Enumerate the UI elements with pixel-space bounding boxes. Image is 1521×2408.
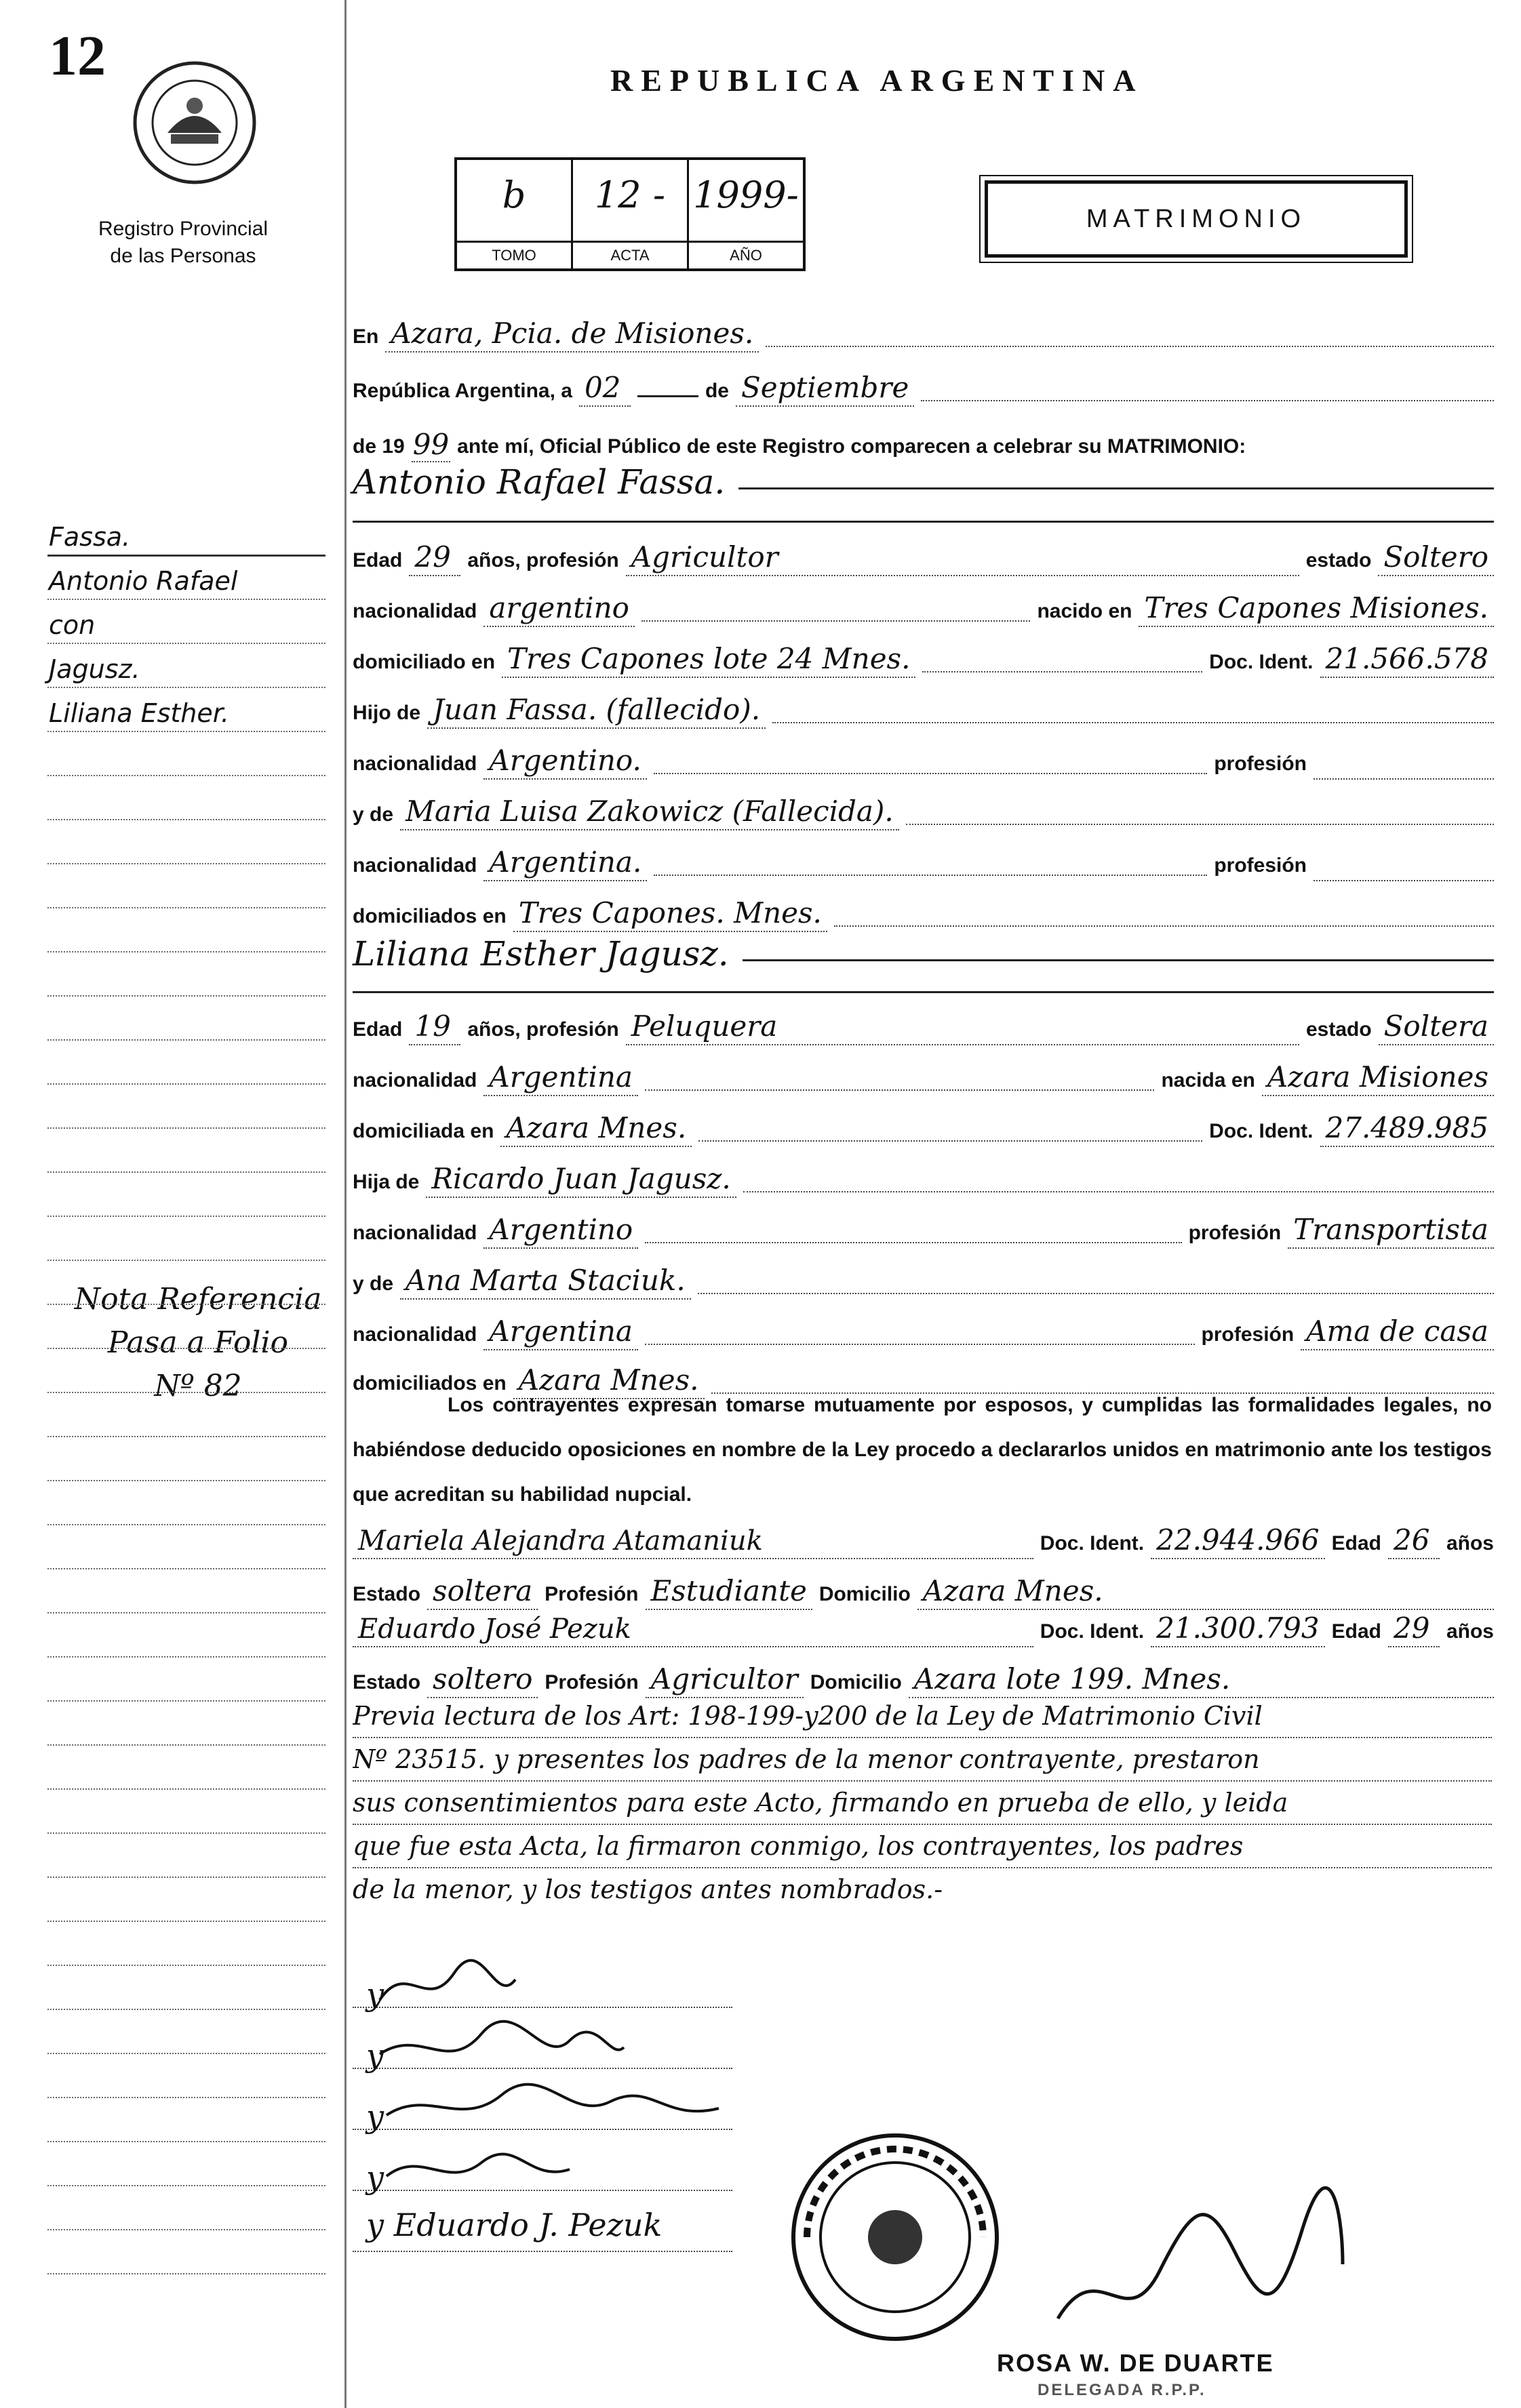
groom-doc: 21.566.578	[1320, 642, 1494, 678]
acta-cell	[573, 160, 689, 268]
doc-label: Doc. Ident.	[1209, 651, 1313, 673]
margin-ruled-line	[47, 1788, 325, 1790]
bride-domicile-row	[353, 1100, 1494, 1147]
officer-title: DELEGADA R.P.P.	[1038, 2381, 1206, 2399]
witness-1-age: 26	[1388, 1523, 1440, 1559]
margin-name-4: Jagusz.	[49, 654, 140, 684]
margin-ruled-line	[47, 1832, 325, 1834]
signature-1: y	[366, 1976, 384, 2013]
groom-father-nat-row	[353, 732, 1494, 780]
witness-1-status: soltera	[427, 1574, 538, 1610]
margin-note-line-2: Pasa a Folio	[107, 1325, 289, 1360]
bride-status: Soltera	[1379, 1009, 1494, 1045]
signature-scribbles-icon	[366, 1952, 746, 2251]
margin-ruled-line	[47, 643, 325, 644]
profesion-label: Profesión	[545, 1671, 639, 1693]
anio-cell	[689, 160, 803, 268]
margin-ruled-line	[47, 2009, 325, 2010]
margin-note	[62, 1278, 334, 1408]
bride-name-row	[353, 934, 1494, 974]
edad-label: Edad	[1331, 1532, 1381, 1554]
bride-mother: Ana Marta Staciuk.	[400, 1264, 691, 1300]
tomo-label: TOMO	[457, 241, 571, 268]
margin-ruled-line	[47, 1083, 325, 1085]
bride-age: 19	[409, 1009, 460, 1045]
bride-mother-profession: Ama de casa	[1301, 1315, 1494, 1350]
domiciliado-label: domiciliado en	[353, 651, 496, 673]
profesion-label: profesión	[1214, 854, 1307, 877]
bride-profession: Peluquera	[626, 1009, 1299, 1045]
acta-reference-box	[454, 157, 806, 271]
signature-4: y	[366, 2159, 384, 2196]
estado-label: Estado	[353, 1671, 421, 1693]
witness-2-profession: Agricultor	[646, 1662, 804, 1698]
margin-ruled-line	[47, 1656, 325, 1658]
bride-birthplace: Azara Misiones	[1262, 1060, 1494, 1096]
margin-ruled-line	[47, 555, 325, 557]
witness-1-doc: 22.944.966	[1151, 1523, 1324, 1559]
domiciliados-label: domiciliados en	[353, 905, 507, 927]
republica-label: República Argentina, a	[353, 380, 572, 402]
bride-age-row	[353, 998, 1494, 1045]
witness-2-age: 29	[1388, 1611, 1440, 1647]
domicilio-label: Domicilio	[818, 1583, 911, 1605]
nacida-label: nacida en	[1161, 1069, 1255, 1091]
signature-2: y	[366, 2037, 384, 2074]
profesion-label: profesión	[1201, 1323, 1295, 1346]
hijo-de-label: Hijo de	[353, 702, 421, 724]
profesion-label: profesión	[1214, 752, 1307, 775]
nacionalidad-label: nacionalidad	[353, 854, 477, 877]
margin-ruled-line	[47, 687, 325, 688]
hija-de-label: Hija de	[353, 1171, 420, 1193]
estado-label: estado	[1305, 549, 1372, 571]
profesion-label: Profesión	[545, 1583, 639, 1605]
groom-father-profession	[1313, 777, 1494, 780]
margin-ruled-line	[47, 731, 325, 732]
groom-parents-domicile-row	[353, 885, 1494, 932]
margin-note-line-1: Nota Referencia	[74, 1282, 322, 1317]
registry-line-2: de las Personas	[110, 245, 256, 267]
bride-father: Ricardo Juan Jagusz.	[426, 1162, 736, 1198]
domiciliados-label: domiciliados en	[353, 1372, 507, 1394]
place-value: Azara, Pcia. de Misiones.	[385, 317, 759, 353]
groom-status: Soltero	[1378, 540, 1494, 576]
bride-nationality: Argentina	[483, 1060, 638, 1096]
acta-value: 12 -	[594, 174, 666, 216]
margin-ruled-line	[47, 1877, 325, 1878]
estado-label: estado	[1305, 1018, 1372, 1041]
margin-ruled-line	[47, 1965, 325, 1966]
ante-mi-text: ante mí, Oficial Público de este Registro comparecen a celebrar su MATRIMONIO:	[457, 435, 1246, 458]
groom-mother-profession	[1313, 879, 1494, 881]
groom-mother-nationality: Argentina.	[483, 845, 647, 881]
witness-2-detail-row	[353, 1651, 1494, 1698]
signature-line-5	[353, 2251, 732, 2252]
witness-2-doc: 21.300.793	[1151, 1611, 1324, 1647]
signature-3: y	[366, 2098, 384, 2135]
margin-ruled-line	[47, 863, 325, 864]
groom-parents-domicile: Tres Capones. Mnes.	[513, 896, 827, 932]
bride-rule	[353, 991, 1494, 993]
witness-2-row	[353, 1600, 1494, 1647]
estado-label: Estado	[353, 1583, 421, 1605]
margin-ruled-line	[47, 819, 325, 820]
witness-1-name: Mariela Alejandra Atamaniuk	[353, 1525, 1033, 1559]
witness-2-name: Eduardo José Pezuk	[353, 1613, 1033, 1647]
margin-ruled-line	[47, 2053, 325, 2054]
margin-note-line-3: Nº 82	[154, 1369, 242, 1403]
signature-5: y Eduardo J. Pezuk	[366, 2207, 663, 2243]
groom-father: Juan Fassa. (fallecido).	[427, 693, 766, 729]
groom-nationality-row	[353, 580, 1494, 627]
doc-label: Doc. Ident.	[1040, 1532, 1145, 1554]
note-line-3: sus consentimientos para este Acto, firmando en prueba de ello, y leida	[353, 1782, 1492, 1825]
place-row	[353, 305, 1494, 353]
registry-line-1: Registro Provincial	[98, 218, 269, 240]
profesion-label: profesión	[1188, 1222, 1282, 1244]
nacionalidad-label: nacionalidad	[353, 752, 477, 775]
groom-name-row	[353, 462, 1494, 502]
witness-1-row	[353, 1512, 1494, 1559]
bride-domicile: Azara Mnes.	[500, 1111, 692, 1147]
groom-mother-nat-row	[353, 834, 1494, 881]
margin-ruled-line	[47, 2185, 325, 2186]
officer-name: ROSA W. DE DUARTE	[997, 2349, 1274, 2377]
note-line-5: de la menor, y los testigos antes nombrados.-	[353, 1874, 943, 1904]
date-row	[353, 359, 1494, 407]
groom-father-nationality: Argentino.	[483, 744, 646, 780]
margin-name-2: Antonio Rafael	[49, 566, 238, 596]
margin-ruled-line	[47, 2097, 325, 2098]
margin-ruled-line	[47, 1392, 325, 1393]
country-header: REPUBLICA ARGENTINA	[610, 63, 1144, 98]
margin-ruled-line	[47, 2273, 325, 2274]
edad-label: Edad	[1331, 1620, 1381, 1643]
doc-label: Doc. Ident.	[1209, 1120, 1313, 1142]
margin-ruled-line	[47, 1921, 325, 1922]
year-value: 99	[412, 428, 450, 461]
bride-nationality-row	[353, 1049, 1494, 1096]
margin-ruled-line	[47, 1260, 325, 1261]
margin-ruled-line	[47, 1304, 325, 1305]
margin-ruled-line	[47, 1039, 325, 1041]
margin-ruled-line	[47, 907, 325, 908]
profesion-label: años, profesión	[467, 549, 619, 571]
margin-ruled-line	[47, 1216, 325, 1217]
officer-signature-icon	[1044, 2169, 1356, 2346]
note-line-1: Previa lectura de los Art: 198-199-y200 de la Ley de Matrimonio Civil	[353, 1695, 1492, 1738]
groom-domicile: Tres Capones lote 24 Mnes.	[502, 642, 915, 678]
year-row	[353, 415, 1494, 462]
nacionalidad-label: nacionalidad	[353, 1069, 477, 1091]
acta-label: ACTA	[573, 241, 687, 268]
margin-ruled-line	[47, 1480, 325, 1481]
margin-divider	[344, 0, 347, 2408]
tomo-value: b	[502, 174, 526, 216]
de-19-label: de 19	[353, 435, 405, 458]
groom-mother: Maria Luisa Zakowicz (Fallecida).	[400, 795, 899, 830]
margin-ruled-line	[47, 775, 325, 776]
anio-label: AÑO	[689, 241, 803, 268]
bride-father-row	[353, 1150, 1494, 1198]
margin-name-5: Liliana Esther.	[49, 698, 229, 728]
bride-name: Liliana Esther Jagusz.	[353, 934, 729, 974]
groom-name: Antonio Rafael Fassa.	[353, 462, 726, 502]
tomo-cell	[457, 160, 573, 268]
month-value: Septiembre	[736, 371, 914, 407]
domiciliada-label: domiciliada en	[353, 1120, 494, 1142]
margin-ruled-line	[47, 599, 325, 600]
witness-1-domicile: Azara Mnes.	[917, 1574, 1494, 1610]
margin-name-3: con	[49, 610, 96, 640]
anio-value: 1999-	[693, 174, 799, 216]
groom-age: 29	[409, 540, 460, 576]
y-de-label: y de	[353, 803, 394, 826]
edad-label: Edad	[353, 1018, 403, 1041]
groom-birthplace: Tres Capones Misiones.	[1139, 591, 1494, 627]
margin-ruled-line	[47, 1612, 325, 1613]
groom-nationality: argentino	[483, 591, 635, 627]
bride-doc: 27.489.985	[1320, 1111, 1494, 1147]
margin-ruled-line	[47, 951, 325, 952]
en-label: En	[353, 325, 379, 348]
margin-ruled-line	[47, 1700, 325, 1702]
anos-label: años	[1446, 1620, 1494, 1643]
document-type-box: MATRIMONIO	[985, 180, 1408, 258]
margin-ruled-line	[47, 1436, 325, 1437]
margin-name-1: Fassa.	[49, 522, 131, 552]
nacionalidad-label: nacionalidad	[353, 1222, 477, 1244]
bride-mother-nat-row	[353, 1303, 1494, 1350]
witness-2-domicile: Azara lote 199. Mnes.	[909, 1662, 1494, 1698]
margin-ruled-line	[47, 2229, 325, 2230]
note-line-4: que fue esta Acta, la firmaron conmigo, los contrayentes, los padres	[353, 1825, 1492, 1868]
bride-father-profession: Transportista	[1288, 1213, 1494, 1249]
margin-ruled-line	[47, 2141, 325, 2142]
provincial-seal-icon	[130, 58, 259, 190]
groom-age-row	[353, 529, 1494, 576]
registry-name	[68, 216, 298, 270]
domicilio-label: Domicilio	[810, 1671, 902, 1693]
groom-domicile-row	[353, 630, 1494, 678]
margin-ruled-line	[47, 1127, 325, 1129]
nacionalidad-label: nacionalidad	[353, 1323, 477, 1346]
witness-1-profession: Estudiante	[646, 1574, 812, 1610]
edad-label: Edad	[353, 549, 403, 571]
bride-mother-nationality: Argentina	[483, 1315, 638, 1350]
bride-parents-domicile: Azara Mnes.	[513, 1363, 705, 1399]
margin-ruled-line	[47, 1171, 325, 1173]
margin-ruled-line	[47, 1744, 325, 1746]
groom-father-row	[353, 681, 1494, 729]
bride-mother-row	[353, 1252, 1494, 1300]
margin-ruled-line	[47, 1568, 325, 1569]
nacionalidad-label: nacionalidad	[353, 600, 477, 622]
groom-mother-row	[353, 783, 1494, 830]
official-stamp-icon	[787, 2129, 1004, 2346]
margin-ruled-line	[47, 995, 325, 997]
margin-ruled-line	[47, 1524, 325, 1525]
bride-father-nationality: Argentino	[483, 1213, 638, 1249]
day-value: 02	[579, 371, 631, 407]
nacido-label: nacido en	[1037, 600, 1132, 622]
y-de-label: y de	[353, 1272, 394, 1295]
groom-rule	[353, 521, 1494, 523]
legal-text: Los contrayentes expresan tomarse mutuamente por esposos, y cumplidas las formalidades legales, no habiéndose deducido oposiciones en nombre de la Ley procedo a declararlos unidos en matrimonio ante los testigos que acreditan su habilidad nupcial.	[353, 1394, 1492, 1506]
groom-profession: Agricultor	[626, 540, 1299, 576]
page-number: 12	[49, 24, 106, 87]
witness-2-status: soltero	[427, 1662, 538, 1698]
de-label: de	[705, 380, 729, 402]
handwritten-note	[353, 1695, 1492, 1910]
note-line-2: Nº 23515. y presentes los padres de la menor contrayente, prestaron	[353, 1738, 1492, 1782]
bride-father-nat-row	[353, 1201, 1494, 1249]
anos-label: años	[1446, 1532, 1494, 1554]
doc-label: Doc. Ident.	[1040, 1620, 1145, 1643]
profesion-label: años, profesión	[467, 1018, 619, 1041]
margin-ruled-line	[47, 1348, 325, 1349]
